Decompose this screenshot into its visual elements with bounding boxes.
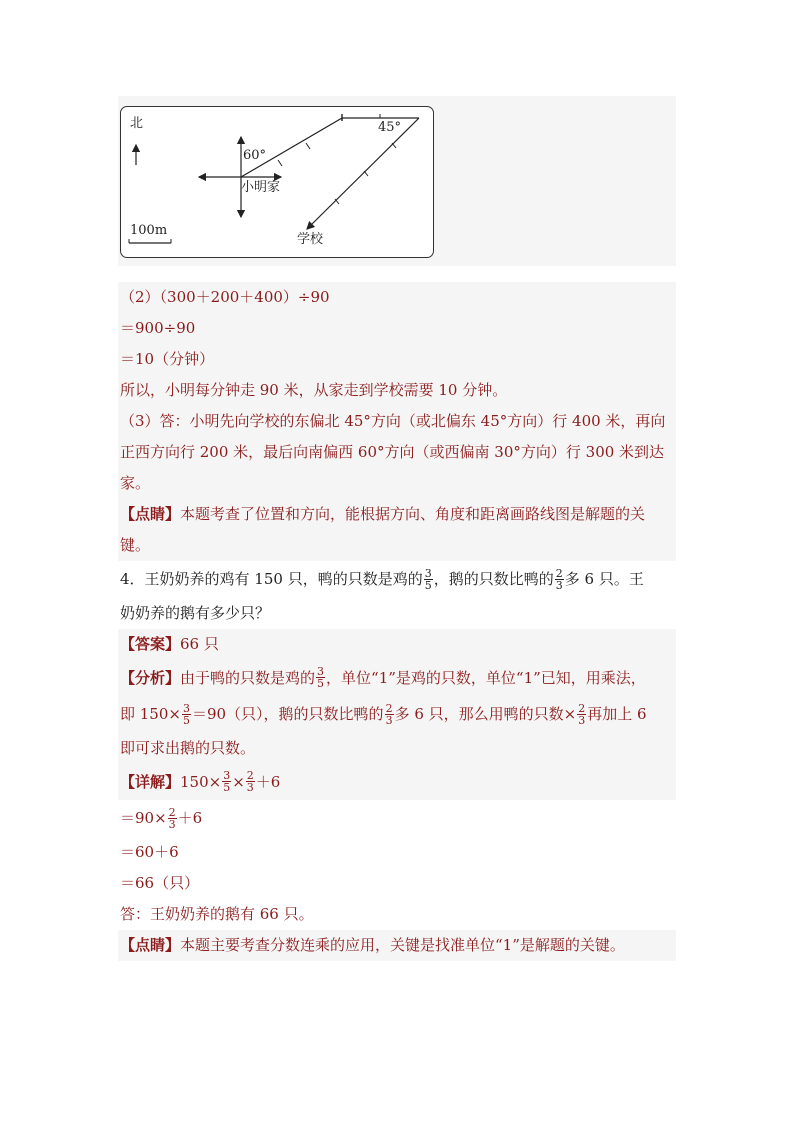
part2-line-1: （2）（300＋200＋400）÷90	[118, 282, 676, 313]
answer-tag: 【答案】	[120, 634, 181, 653]
detail-tag: 【详解】	[120, 772, 181, 791]
fraction-2-3: $\frac{2}{3}$	[385, 701, 393, 727]
fraction-3-5: $\frac{3}{5}$	[182, 701, 190, 727]
analysis-line-2: 即 150× $\frac{3}{5}$ ＝90（只），鹅的只数比鸭的 $\frac{2}{3}$ 多 6 只，那么用鸭的只数× $\frac{2}{3}$ 再加上 6	[118, 696, 676, 733]
diagram-section	[118, 96, 676, 266]
detail-line-5: 答：王奶奶养的鹅有 66 只。	[118, 899, 676, 930]
dianjing2-text: 本题主要考查分数连乘的应用，关键是找准单位“1”是解题的关键。	[180, 935, 625, 954]
dianjing1-text-1: 本题考查了位置和方向，能根据方向、角度和距离画路线图是解题的关	[180, 505, 646, 523]
dianjing2-tag: 【点睛】	[120, 935, 181, 954]
detail-line-4: ＝66（只）	[118, 868, 676, 899]
fraction-3-5: $\frac{3}{5}$	[223, 769, 231, 794]
part3-line-2: 正西方向行 200 米，最后向南偏西 60°方向（或西偏南 30°方向）行 300 米到达	[118, 437, 676, 468]
part3-line-1: （3）答：小明先向学校的东偏北 45°方向（或北偏东 45°方向）行 400 米，再向	[118, 406, 676, 437]
dianjing1-line-2: 键。	[118, 530, 676, 561]
q4-text-c: 多 6 只。王	[564, 570, 644, 588]
dianjing1-line-1	[118, 499, 676, 530]
detail-line-2: ＝90× $\frac{2}{3}$ ＋6	[118, 800, 676, 837]
question4-line-1	[118, 561, 676, 598]
dianjing2-line	[118, 930, 676, 961]
document-body	[118, 96, 676, 961]
school-label: 学校	[297, 232, 324, 247]
analysis-line-3: 即可求出鹅的只数。	[118, 733, 676, 764]
q4-text-b: ，鹅的只数比鸭的	[433, 570, 554, 588]
answer-text: 66 只	[180, 634, 219, 653]
part3-line-3: 家。	[118, 468, 676, 499]
route-segment-3	[307, 118, 419, 229]
angle-45-label: 45°	[378, 120, 402, 135]
part2-line-2: ＝900÷90	[118, 313, 676, 344]
fraction-2-3: $\frac{2}{3}$	[578, 701, 586, 727]
analysis-tag: 【分析】	[120, 668, 181, 687]
part2-line-3: ＝10（分钟）	[118, 344, 676, 375]
north-label: 北	[130, 116, 144, 131]
fraction-3-5: $\frac{3}{5}$	[317, 665, 325, 690]
answer-line	[118, 629, 676, 660]
question4-line-2: 奶奶养的鹅有多少只？	[118, 598, 676, 629]
fraction-2-3: $\frac{2}{3}$	[246, 769, 254, 794]
fraction-2-3: $\frac{2}{3}$	[555, 566, 563, 592]
home-label: 小明家	[241, 180, 281, 195]
route-diagram	[120, 106, 434, 258]
angle-60-label: 60°	[243, 148, 267, 163]
analysis-line-1: 【分析】由于鸭的只数是鸡的 $\frac{3}{5}$ ，单位“1”是鸡的只数，单位“1”已知，用乘法，	[118, 660, 676, 697]
scale-label: 100m	[130, 223, 168, 238]
detail-line-1: 【详解】150× $\frac{3}{5}$ × $\frac{2}{3}$ ＋6	[118, 764, 676, 801]
part2-line-4: 所以，小明每分钟走 90 米，从家走到学校需要 10 分钟。	[118, 375, 676, 406]
dianjing1-tag: 【点睛】	[120, 505, 181, 523]
fraction-2-3: $\frac{2}{3}$	[168, 805, 176, 831]
fraction-3-5: $\frac{3}{5}$	[424, 566, 432, 592]
q4-text-a: 4．王奶奶养的鸡有 150 只，鸭的只数是鸡的	[120, 570, 423, 588]
detail-line-3: ＝60＋6	[118, 837, 676, 868]
